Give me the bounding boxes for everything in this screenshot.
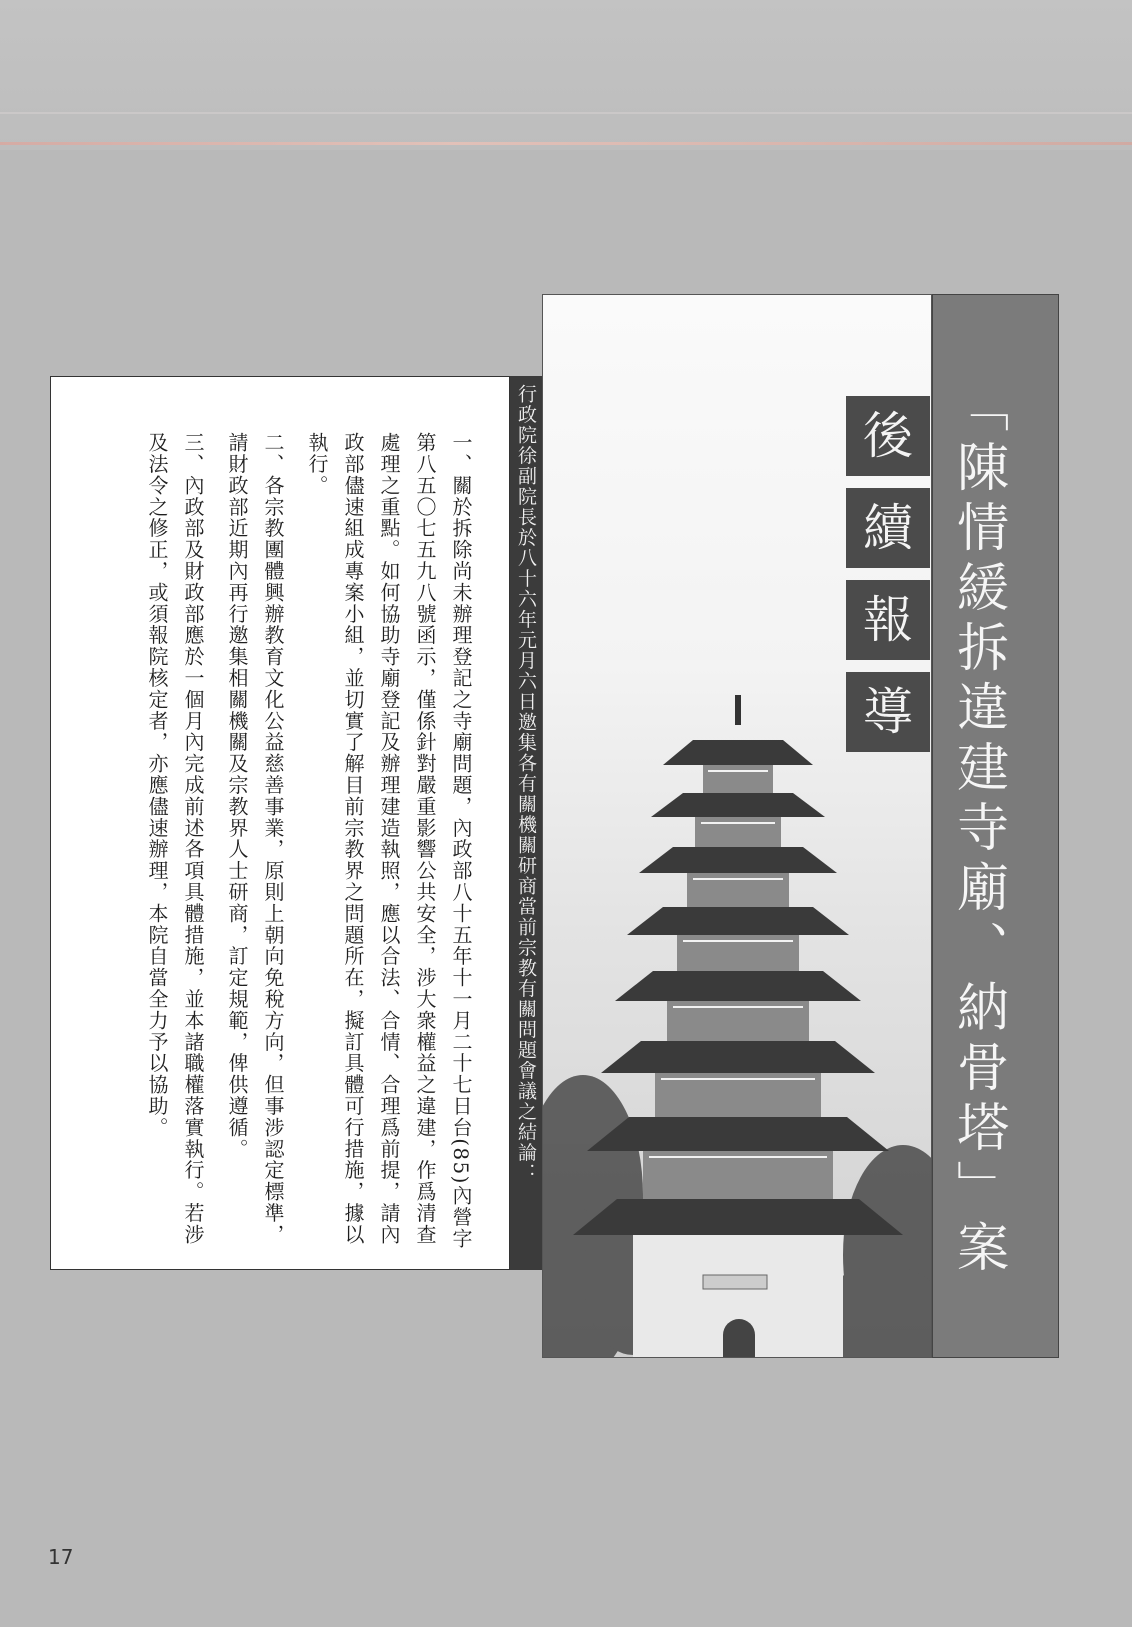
meeting-conclusion-heading: 行政院徐副院長於八十六年元月六日邀集各有關機關研商當前宗教有關問題會議之結論： (515, 384, 537, 1184)
follow-up-label-char-4: 導 (846, 672, 930, 752)
header-rule-accent (0, 142, 1132, 145)
follow-up-label-char-3: 報 (846, 580, 930, 660)
conclusions-list (131, 432, 479, 1252)
follow-up-label-char-2: 續 (846, 488, 930, 568)
page-number: 17 (48, 1545, 74, 1569)
header-band (0, 0, 1132, 150)
article-title: 「陳情緩拆違建寺廟、納骨塔」案 (947, 380, 1008, 1280)
conclusions-box (50, 376, 510, 1270)
conclusion-item-3: 三、內政部及財政部應於一個月內完成前述各項具體措施，並本諸職權落實執行。若涉及法令之修正，或須報院核定者，亦應儘速辦理，本院自當全力予以協助。 (145, 432, 205, 1246)
conclusion-item-2: 二、各宗教團體興辦教育文化公益慈善事業，原則上朝向免稅方向，但事涉認定標準，請財政部近期內再行邀集相關機關及宗教界人士研商，訂定規範，俾供遵循。 (225, 432, 285, 1246)
follow-up-label-char-1: 後 (846, 396, 930, 476)
conclusion-item-1: 一、關於拆除尚未辦理登記之寺廟問題，內政部八十五年十一月二十七日台(85)內營字第八五〇七五九八號函示，僅係針對嚴重影響公共安全，涉大衆權益之違建，作爲清查處理之重點。如何協助寺廟登記及辦理建造執照，應以合法、合情、合理爲前提，請內政部儘速組成專案小組，並切實了解目前宗教界之問題所在，擬訂具體可行措施，據以執行。 (305, 432, 473, 1250)
header-rule-light (0, 112, 1132, 114)
